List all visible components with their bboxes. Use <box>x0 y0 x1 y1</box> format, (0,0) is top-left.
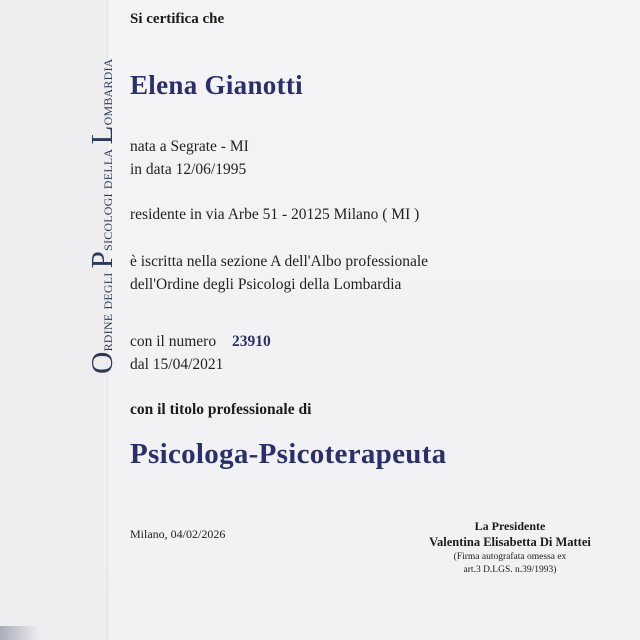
holder-name: Elena Gianotti <box>130 70 303 100</box>
enrollment-line-2: dell'Ordine degli Psicologi della Lombardia <box>130 276 402 293</box>
signer-role: La Presidente <box>474 519 546 533</box>
logo-letter: P <box>84 250 119 269</box>
residence: residente in via Arbe 51 - 20125 Milano ( MI ) <box>130 206 420 223</box>
signer-name: Valentina Elisabetta Di Mattei <box>429 535 591 549</box>
signature-note-line-2: art.3 D.LGS. n.39/1993) <box>463 565 557 575</box>
professional-title: Psicologa-Psicoterapeuta <box>130 438 447 470</box>
enrollment-line-1: è iscritta nella sezione A dell'Albo professionale <box>130 253 429 270</box>
birth-date: in data 12/06/1995 <box>130 161 247 178</box>
signature-note-line-1: (Firma autografata omessa ex <box>453 552 567 562</box>
signature-block <box>400 519 620 576</box>
certify-intro: Si certifica che <box>130 11 225 27</box>
issue-date: Milano, 04/02/2026 <box>130 527 226 541</box>
number-label: con il numero <box>130 333 217 350</box>
registration-since: dal 15/04/2021 <box>130 356 224 373</box>
logo-letter: L <box>84 125 119 145</box>
logo-text: della <box>97 148 116 190</box>
registration-number: 23910 <box>232 333 271 350</box>
logo-word-psicologi <box>84 193 120 268</box>
order-logo-wordmark <box>84 58 120 374</box>
logo-word-ordine <box>84 314 120 374</box>
logo-word-lombardia <box>84 58 120 144</box>
birth-place: nata a Segrate - MI <box>130 138 249 155</box>
logo-letter: O <box>84 351 119 374</box>
title-label: con il titolo professionale di <box>130 401 312 418</box>
logo-text: sicologi <box>97 193 116 251</box>
corner-shadow <box>0 626 40 640</box>
logo-text: degli <box>97 272 116 310</box>
logo-text: rdine <box>97 313 116 352</box>
logo-text: ombardia <box>97 58 116 126</box>
